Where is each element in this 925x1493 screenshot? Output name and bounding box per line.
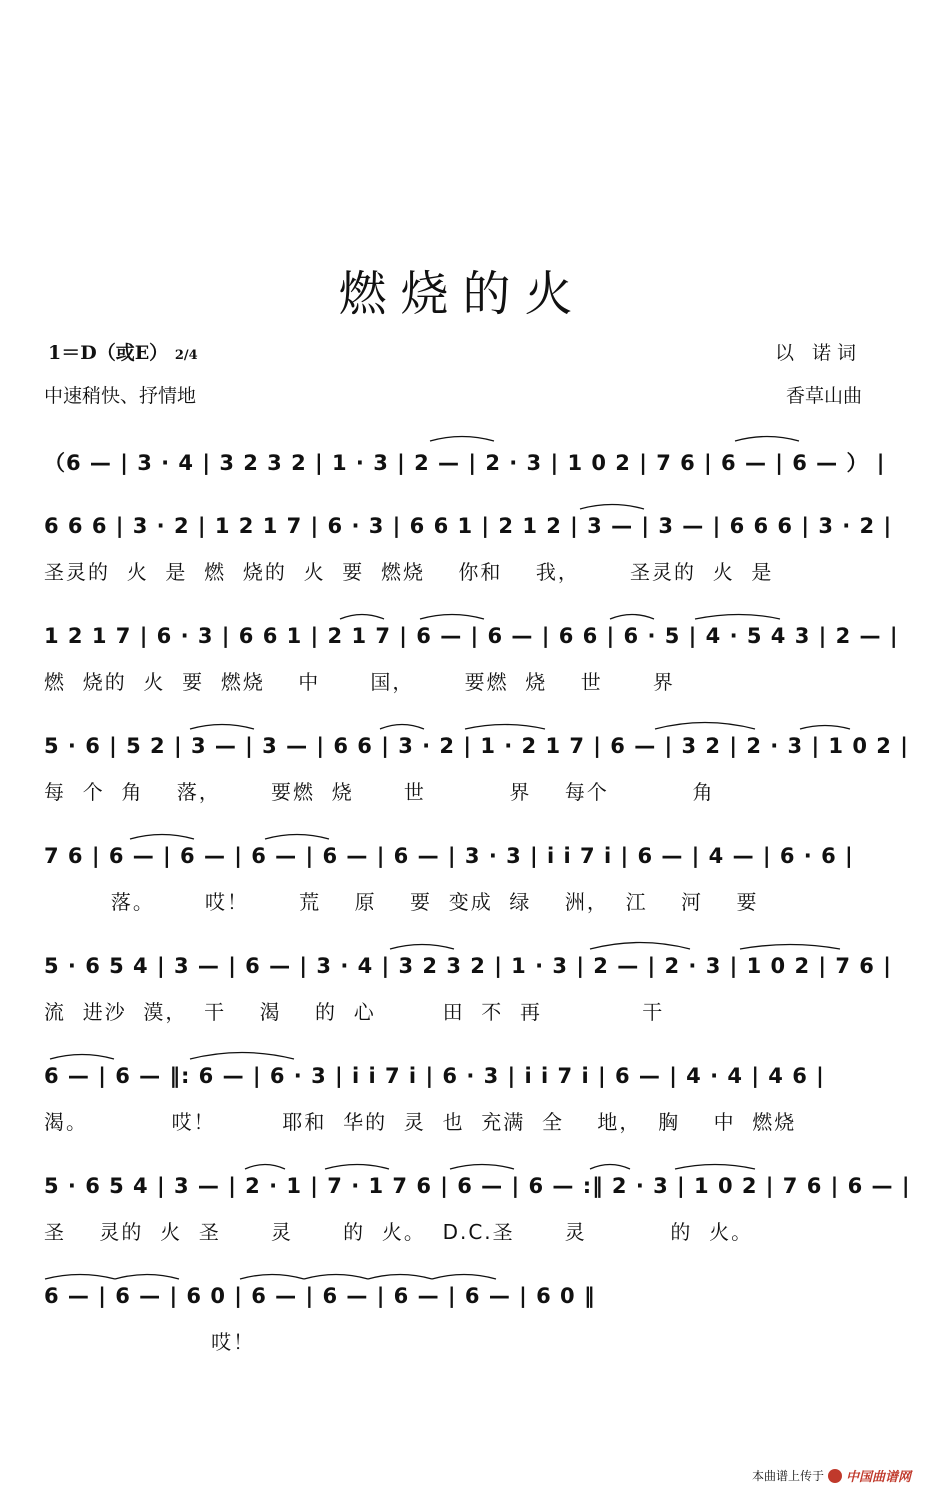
footer-brand[interactable]: 中国曲谱网 (845, 1470, 911, 1485)
tie-arc (590, 1165, 630, 1170)
tie-arc (265, 835, 329, 840)
song-title: 燃烧的火 (338, 266, 587, 322)
notation-line-9: 6 — | 6 — | 6 0 | 6 — | 6 — | 6 — | 6 — | 6 0 ‖ (44, 1284, 596, 1308)
tie-arc (610, 615, 654, 620)
tie-arc (655, 723, 755, 730)
tie-arc (304, 1275, 368, 1280)
notation-line-8: 5 · 6 5 4 | 3 — | 2 · 1 | 7 · 1 7 6 | 6 — | 6 — :‖ 2 · 3 | 1 0 2 | 7 6 | 6 — | (44, 1174, 911, 1198)
tie-arc (45, 1275, 115, 1280)
tie-arc (245, 1165, 285, 1170)
tie-arc (190, 725, 254, 730)
tie-arc (800, 726, 850, 730)
notation-line-3: 1 2 1 7 | 6 · 3 | 6 6 1 | 2 1 7 | 6 — | 6 — | 6 6 | 6 · 5 | 4 · 5 4 3 | 2 — | (44, 624, 899, 648)
tie-arc (380, 725, 424, 730)
tie-arc (240, 1275, 304, 1280)
key-signature (48, 338, 198, 365)
tempo-marking: 中速稍快、抒情地 (44, 385, 197, 407)
site-footer (752, 1466, 911, 1485)
tie-arc (368, 1275, 432, 1280)
lyric-line-5: 落。 哎！ 荒 原 要 变成 绿 洲， 江 河 要 (44, 890, 759, 914)
tie-arc (50, 1055, 114, 1060)
tie-arc (465, 725, 545, 730)
notation-line-2: 6 6 6 | 3 · 2 | 1 2 1 7 | 6 · 3 | 6 6 1 | 2 1 2 | 3 — | 3 — | 6 6 6 | 3 · 2 | (44, 514, 893, 538)
tie-arc (580, 505, 644, 510)
tie-arc (420, 615, 484, 620)
lyric-line-9: 哎！ (44, 1330, 256, 1354)
lyric-line-2: 圣灵的 火 是 燃 烧的 火 要 燃烧 你和 我， 圣灵的 火 是 (44, 560, 774, 584)
tie-arc (190, 1053, 294, 1060)
tie-arc (675, 1165, 755, 1170)
lyricist-credit: 以 诺词 (774, 342, 862, 364)
tie-arc (432, 1275, 496, 1280)
tie-arc (735, 437, 799, 442)
composer-credit: 香草山曲 (785, 385, 862, 407)
key-signature-text: 1＝D（或E） (48, 342, 169, 364)
notation-line-1: （6 — | 3 · 4 | 3 2 3 2 | 1 · 3 | 2 — | 2 · 3 | 1 0 2 | 7 6 | 6 — | 6 — ） | (44, 451, 886, 475)
notation-line-7: 6 — | 6 — ‖: 6 — | 6 · 3 | i i 7 i | 6 · 3 | i i 7 i | 6 — | 4 · 4 | 4 6 | (44, 1064, 825, 1088)
notation-line-6: 5 · 6 5 4 | 3 — | 6 — | 3 · 4 | 3 2 3 2 | 1 · 3 | 2 — | 2 · 3 | 1 0 2 | 7 6 | (44, 954, 892, 978)
site-logo-icon (828, 1469, 842, 1483)
footer-text: 本曲谱上传于 (751, 1469, 824, 1483)
tie-arc (695, 615, 780, 620)
lyric-line-6: 流 进沙 漠， 干 渴 的 心 田 不 再 干 (44, 1000, 665, 1024)
lyric-line-8: 圣 灵的 火 圣 灵 的 火。 D.C.圣 灵 的 火。 (44, 1220, 754, 1244)
tie-arc (115, 1275, 179, 1280)
tie-arc (340, 615, 384, 620)
tie-arc (740, 945, 840, 950)
notation-line-5: 7 6 | 6 — | 6 — | 6 — | 6 — | 6 — | 3 · 3 | i i 7 i | 6 — | 4 — | 6 · 6 | (44, 844, 854, 868)
lyric-line-3: 燃 烧的 火 要 燃烧 中 国， 要燃 烧 世 界 (44, 670, 675, 694)
tie-arc (450, 1165, 514, 1170)
tie-arc (325, 1165, 389, 1170)
notation-line-4: 5 · 6 | 5 2 | 3 — | 3 — | 6 6 | 3 · 2 | 1 · 2 1 7 | 6 — | 3 2 | 2 · 3 | 1 0 2 | (44, 734, 909, 758)
tie-arc (590, 943, 690, 950)
time-signature: 2/4 (174, 348, 198, 363)
tie-arc (430, 437, 494, 442)
lyric-line-7: 渴。 哎！ 耶和 华的 灵 也 充满 全 地， 胸 中 燃烧 (44, 1110, 797, 1134)
lyric-line-4: 每 个 角 落， 要燃 烧 世 界 每个 角 (44, 780, 715, 804)
tie-arc (130, 835, 194, 840)
tie-arc (390, 945, 454, 950)
